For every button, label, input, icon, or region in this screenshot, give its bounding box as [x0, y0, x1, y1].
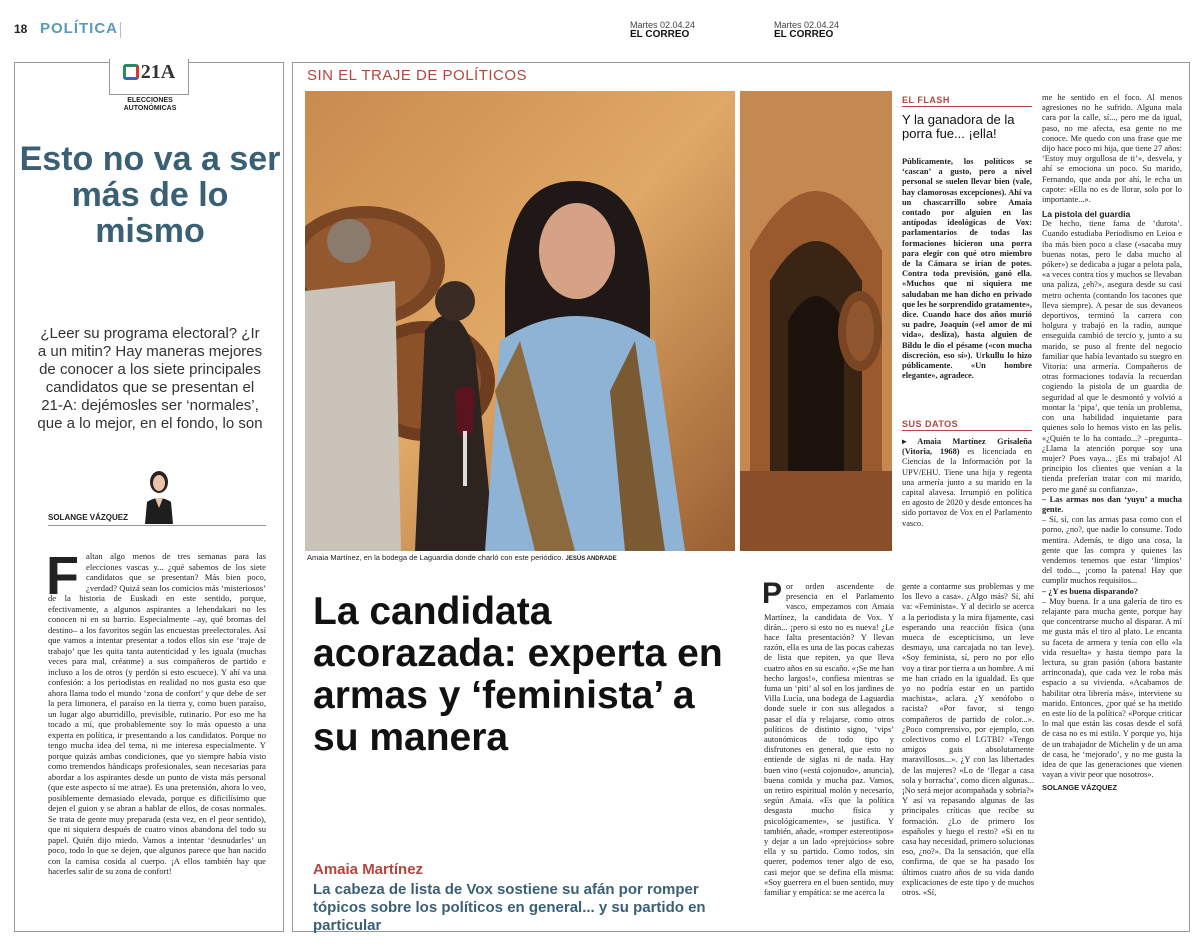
flash-rule	[902, 106, 1032, 107]
header-date-right: Martes 02.04.24 EL CORREO	[774, 20, 840, 40]
flash-title: Y la ganadora de la porra fue... ¡ella!	[902, 112, 1015, 141]
page-header	[0, 0, 1200, 48]
masthead-right: EL CORREO	[774, 29, 834, 40]
feature-body-col-1: or orden ascendente de presencia en el Parlamento vasco, empezamos con Amaia Martínez, la candidata de Vox. Y dirán... ¡pero si esto no es nueva! ¿Le hace falta presentación? Y llevan razón, ella es una de las pocas cabezas de lista que repiten, ya que lleva cuatro años en su escaño. «¡Se me han hecho largos!», confiesa mientras se fuma un ‘piti’ al sol en los jardines de Villa Lucía, una bodega de Laguardia donde suele ir con sus allegados a pasar el día y relajarse, como otros políticos de distinto signo, ‘vips’ autonómicos de todo tipo y disfrutones en general, que esto no entiende de siglas ni de nada. Hay buen vino («está cojonudo», anuncia), buena comida y mucha paz. Vamos, un retiro espiritual molón y necesario, según Amaia. «Es que la política desgasta mucho física y psicológicamente», se justifica. Y también, añade, «romper estereotipos» y dejar a un lado «prejuicios» sobre ella y su partido. Como todos, sin querer, podemos tener algo de eso, casi mejor que se defina ella misma: «Soy guerrera en el buen sentido, muy familiar y empática: se me acerca la	[764, 582, 894, 898]
signature: SOLANGE VÁZQUEZ	[1042, 783, 1118, 793]
section-divider	[120, 22, 121, 38]
masthead-left: EL CORREO	[630, 29, 690, 40]
author-rule	[48, 525, 266, 526]
opinion-subtitle: ¿Leer su programa electoral? ¿Ir a un mitin? Hay maneras mejores de conocer a los siete principales candidatos que se presentan el 21-A: dejémosles ser ‘normales’, que a lo mejor, en el fondo, lo son	[37, 325, 263, 432]
cube-logo-icon	[123, 64, 139, 80]
paragraph: De hecho, tiene fama de ‘durota’. Cuando estudiaba Periodismo en Leioa e iba más bien poco a clase («sacaba muy buenas notas, pero le daba mucho al póker») se dedicaba a jugar a pelota pala, «a veces contra tíos y muchos se llevaban una paliza, ¿eh?», asegura desde su casi metro ochenta (contando los tacones que lleva siempre). A pesar de sus devaneos deportivos, terminó la carrera con holgura y trabajó en la radio, aunque enseguida cambió de tercio y, junto a su marido, se puso al frente del negocio familiar que había levantado su suegro en Vitoria: una armería. Compañeros de otras formaciones todavía la recuerdan cogiendo la pistola de un guardia de seguridad al que le desmontó y volvió a montar la ‘pipa’, que tenía un problema, con una habilidad inquietante para quienes solo lo hemos visto en las pelis. «¿Quién te lo ha contado...? –pregunta– ¿Llama la atención porque soy una mujer? Pues vaya... ¡Es mi trabajo! Al principio los clientes que venían a la tienda preferían tratar con mi marido, pero me gané su confianza».	[1042, 219, 1182, 494]
subhead: La pistola del guardia	[1042, 209, 1131, 220]
flash-body: Públicamente, los políticos se ‘cascan’ a gusto, pero a nivel personal se suelen llevar bien (vale, hay clamorosas excepciones). Ahí va un chascarrillo sobre Amaia contado por alguien en las antípodas ideológicas de Vox: parlamentarios de todas las formaciones hicieron una porra para elegir con qué otro miembro de la Cámara se irían de potes. Contra toda previsión, ganó ella. «Muchos que ni siquiera me saludaban me han dicho en privado que les he sorprendido gratamente», dice. Cuando hace dos años murió su padre, Joaquín («el amor de mi vida», desliza), hasta alguien de Bildu le dio el pésame («con mucha discreción, eso sí»). Urkullu lo hizo públicamente. «Un hombre elegante», agradece.	[902, 157, 1032, 381]
question: – ¿Y es buena disparando?	[1042, 586, 1139, 596]
opinion-dropcap: F	[46, 546, 79, 606]
header-date-left: Martes 02.04.24 EL CORREO	[630, 20, 696, 40]
question: – Las armas nos dan ‘yuyu’ a mucha gente.	[1042, 494, 1182, 514]
opinion-body: altan algo menos de tres semanas para las elecciones vascas y... ¿qué sabemos de los siete candidatos que se presentan? Más bien poco, ¿verdad? Quizá sean los comicios más ‘misteriosos’ de la historia de Euskadi en este sentido, porque, efectivamente, a algunos aspirantes a lehendakari no les conocen ni en su barrio. Especialmente –ay, qué bromas del destino– a los favoritos según las encuestas preelectorales. Así que vamos a intentar presentar a todos ellos sin ese ‘traje de trabajo’ que les quita tanta autenticidad y les iguala (muchas veces para mal, créanme) a sus compañeros de partido e incluso a los de otros (y perdón si esto escuece). Y ahí va una confesión: a los periodistas en realidad no nos gusta eso que ahora llama todo el mundo ‘zona de confort’ y que debe de ser la pera limonera, el paraíso en la tierra y, como buen paraíso, un lugar algo aburridillo, previsible, rutinario. Por eso me ha tocado a mí, que probablemente soy lo más opuesto a una experta en política, ir presentando a los candidatos. Porque no tengo mucha idea del tema, ni me interesa especialmente. Y porque quizás ambas condiciones, que yo siempre había visto como tremendos hándicaps profesionales, sean necesarias para abordar a los aspirantes desde un punto de vista más personal (que este aspecto sí me atrae). Es una pretensión, ahora lo veo, posiblemente demasiado elevada, porque es dificilísimo que dejen el guion y se abran a hablar de ellos, de cosas normales. Se trata de gente muy preparada (esta vez, en el peor sentido), que ni siquiera después de cuatro vinos abandona del todo su papel. Quién dijo miedo. Vamos a intentar ‘desnudarles’ un poco, todo lo que se dejen, que algunos parece que han nacido con la camisa cosida al cuerpo. ¡A ellos también hay que hacerles salir de su zona de confort!	[48, 551, 266, 876]
data-body: ▸ Amaia Martínez Grisaleña (Vitoria, 1968) es licenciada en Ciencias de la Información por la UPV/EHU. Tiene una hija y regenta una armería junto a su marido en la capital alavesa. Irrumpió en política en agosto de 2020 y desde entonces ha sido portavoz de Vox en el Parlamento vasco.	[902, 437, 1032, 528]
data-label: SUS DATOS	[902, 419, 959, 429]
opinion-author: SOLANGE VÁZQUEZ	[48, 513, 129, 522]
paragraph: – Sí, sí, con las armas pasa como con el porno, ¿no?, que nadie lo consume. Todo mentira. Además, te digo una cosa, la gente que las compra y quienes las vendemos tenemos que estar ‘limpios’ del todo..., ¡como la patena! Hay que cumplir muchos requisitos...	[1042, 515, 1182, 586]
data-rule	[902, 430, 1032, 431]
cellar-photo	[740, 91, 892, 551]
page-number: 18	[14, 22, 28, 36]
feature-kicker: SIN EL TRAJE DE POLÍTICOS	[307, 67, 528, 84]
flash-label: EL FLASH	[902, 95, 950, 105]
section-label: POLÍTICA	[40, 20, 118, 37]
paragraph: me he sentido en el foco. Al menos agresiones no he sufrido. Alguna mala cara por la calle, sí..., pero me da igual, paso, no me afecta, esa gente no me conoce. Me quedo con una frase que me dijo hace poco mi hija, que tiene 27 años: ‘Estoy muy orgullosa de ti’», desvela, y ahí se emociona un poco. Su marido, Fernando, que anda por ahí, le echa un capote: «Ella no es de llorar, solo por lo importante...».	[1042, 93, 1182, 205]
feature-headline: La candidata acorazada: experta en armas y ‘feminista’ a su manera	[313, 590, 723, 759]
photo-caption: Amaia Martínez, en la bodega de Laguardia donde charló con este periódico. JESÚS ANDRADE	[307, 553, 617, 562]
feature-photo	[305, 91, 735, 551]
feature-main	[292, 62, 738, 932]
logo-subtitle: ELECCIONES AUTONÓMICAS	[123, 97, 177, 112]
photo-credit: JESÚS ANDRADE	[565, 556, 617, 562]
paragraph: – Muy buena. Ir a una galería de tiro es relajante para mucha gente, porque hay que concentrarse mucho al disparar. A mí me gusta más el tiro al plato. Le encanta su faceta de armera y tenía con ello «la vida resuelta» y hasta tiempo para la lectura, su gran pasión (ahora bastante arrinconada), que cada vez le roba más espacio a su vivienda. «Acabamos de habilitar otra librería más», interviene su marido. Entonces, ¿por qué se ha metido en este lío de la política? «Porque criticar lo mal que están las cosas desde el sofá de casa no es mi estilo. Y porque yo, hija de un trabajador de Michelin y de un ama de casa, he ‘mejorado’, y no me gusta la idea de que las generaciones que vienen vayan a vivir peor que nosotros».	[1042, 596, 1182, 780]
opinion-title: Esto no va a ser más de lo mismo	[19, 140, 281, 250]
right-column-text	[1042, 93, 1182, 919]
feature-body-col-2: gente a contarme sus problemas y me los llevo a casa». ¿Algo más? Sí, ahí va: «Feminista». Y al decirlo se acerca a la periodista y la mira fijamente, casi esperando una reacción física (una mueca de escepticismo, un leve desmayo, una carcajada no tan leve). «Soy feminista, sí, pero no por ello voy a tirar por tierra a un hombre. A mí me han criado en la igualdad. Es que yo no podría estar en un partido machista», aclara. ¿Y xenófobo o racista? «Por favor, si tengo compañeros de partido de color...». ¿Poco comprensivo, por ejemplo, con colectivos como el LGTBI? «Tengo amigos gais absolutamente maravillosos...». ¿Y con las libertades de las mujeres? «Lo de ‘llegar a casa sola y borracha’, como dicen algunas... ¡No será mejor acompañada y sobria?» Y así va repasando algunas de las principales críticas que recibe su formación. ¿Lo de primero los españoles y luego el resto? «Si en tu casa hay necesidad, primero solucionas eso, ¿no?». Da la sensación, que ella confirma, de que se ha pasado los últimos cuatro años de su vida dando explicaciones de este tipo y de muchos otros. «Sí,	[902, 582, 1034, 898]
feature-deck: La cabeza de lista de Vox sostiene su afán por romper tópicos sobre los políticos en general... y su partido en particular	[313, 881, 706, 934]
feature-dropcap: P	[762, 577, 783, 610]
election-logo: 21A	[109, 59, 189, 95]
author-avatar	[141, 468, 177, 524]
deck-name: Amaia Martínez	[313, 861, 424, 878]
